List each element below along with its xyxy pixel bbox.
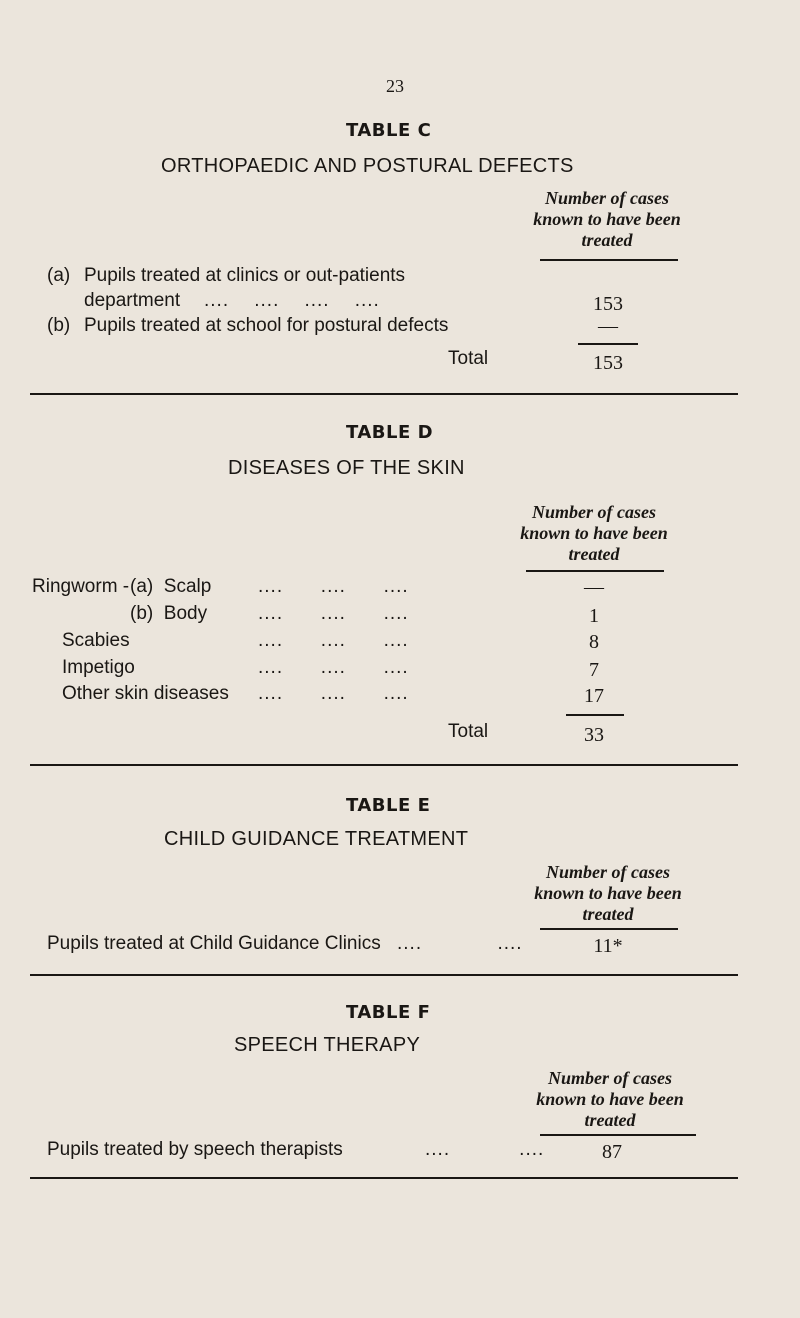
- table-d-total-value: 33: [584, 724, 604, 746]
- table-d-row-other-value: 17: [584, 685, 604, 707]
- table-d-title: TABLE D: [346, 422, 434, 443]
- table-c-row-b-marker: (b): [47, 315, 71, 336]
- table-c-row-b-label: Pupils treated at school for postural defects: [84, 315, 449, 336]
- table-d-column-header: Number of cases known to have been treated: [520, 502, 668, 564]
- table-e-header-rule: [540, 928, 678, 930]
- table-d-row-other-label: Other skin diseases: [62, 683, 229, 704]
- table-d-total-label: Total: [448, 721, 489, 742]
- table-d-row-scabies-label: Scabies: [62, 630, 130, 651]
- page-number: 23: [386, 76, 404, 96]
- table-d-row-body-label: (b) Body: [130, 603, 208, 624]
- section-divider: [30, 393, 738, 395]
- table-c-row-a-value: 153: [593, 293, 623, 315]
- table-d-row-body-value: 1: [589, 605, 599, 627]
- table-c-total-rule: [578, 343, 638, 345]
- table-d-row-impetigo-dots: .... .... ....: [258, 657, 409, 678]
- table-d-row-body-dots: .... .... ....: [258, 603, 409, 624]
- table-f-row-value: 87: [602, 1141, 622, 1163]
- table-e-row-label: Pupils treated at Child Guidance Clinics: [47, 933, 381, 954]
- table-d-row-scalp-label: (a) Scalp: [130, 576, 212, 597]
- table-c-header-rule: [540, 259, 678, 261]
- table-f-subtitle: SPEECH THERAPY: [234, 1034, 421, 1056]
- table-c-row-a-dots: .... .... .... ....: [204, 290, 380, 311]
- section-divider: [30, 1177, 738, 1179]
- table-c-row-a-label: Pupils treated at clinics or out-patients: [84, 265, 406, 286]
- table-f-title: TABLE F: [346, 1002, 431, 1023]
- table-e-subtitle: CHILD GUIDANCE TREATMENT: [164, 828, 469, 850]
- table-c-column-header: Number of cases known to have been treated: [533, 188, 681, 250]
- section-divider: [30, 974, 738, 976]
- table-c-title: TABLE C: [346, 120, 432, 141]
- table-d-header-rule: [526, 570, 664, 572]
- table-f-row-dots: .... ....: [425, 1139, 545, 1160]
- table-f-column-header: Number of cases known to have been treated: [536, 1068, 684, 1130]
- table-c-total-value: 153: [593, 352, 623, 374]
- table-d-row-impetigo-value: 7: [589, 659, 599, 681]
- table-d-total-rule: [566, 714, 624, 716]
- table-c-subtitle: ORTHOPAEDIC AND POSTURAL DEFECTS: [161, 155, 574, 177]
- table-e-title: TABLE E: [346, 795, 431, 816]
- table-d-ringworm-label: Ringworm -: [32, 576, 130, 597]
- table-d-row-scabies-value: 8: [589, 631, 599, 653]
- table-d-row-impetigo-label: Impetigo: [62, 657, 135, 678]
- table-d-row-other-dots: .... .... ....: [258, 683, 409, 704]
- table-c-row-a-marker: (a): [47, 265, 71, 286]
- table-d-row-scabies-dots: .... .... ....: [258, 630, 409, 651]
- table-c-total-label: Total: [448, 348, 489, 369]
- table-f-header-rule: [540, 1134, 696, 1136]
- table-f-row-label: Pupils treated by speech therapists: [47, 1139, 343, 1160]
- table-d-row-scalp-dots: .... .... ....: [258, 576, 409, 597]
- section-divider: [30, 764, 738, 766]
- table-d-row-scalp-value: —: [584, 576, 604, 598]
- table-e-column-header: Number of cases known to have been treated: [534, 862, 682, 924]
- table-e-row-dots: .... ....: [397, 933, 523, 954]
- table-c-row-a-label-cont: department: [84, 290, 181, 311]
- table-d-subtitle: DISEASES OF THE SKIN: [228, 457, 465, 479]
- table-e-row-value: 11*: [593, 935, 623, 957]
- table-c-row-b-value: —: [598, 315, 618, 337]
